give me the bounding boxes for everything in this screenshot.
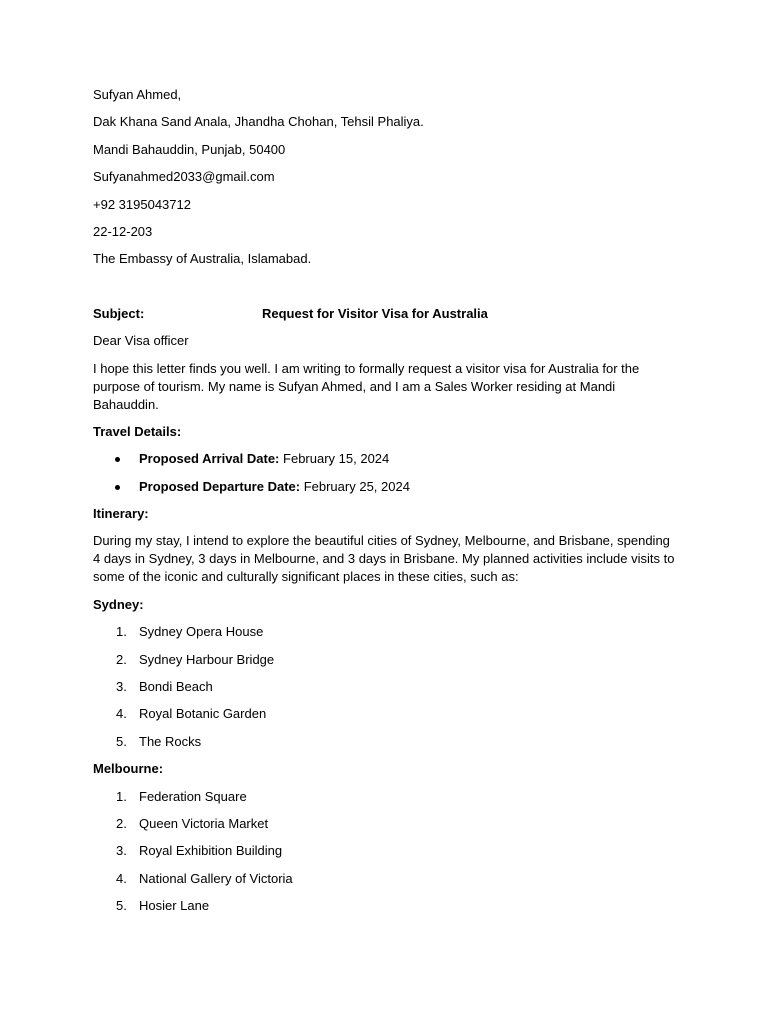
- list-item: [93, 815, 678, 833]
- list-item: [93, 478, 678, 496]
- letter-date: 22-12-203: [93, 223, 153, 239]
- arrival-value: February 15, 2024: [279, 451, 390, 467]
- subject-text: Request for Visitor Visa for Australia: [262, 305, 488, 321]
- melbourne-heading: Melbourne:: [93, 761, 164, 777]
- travel-details-list: [93, 450, 678, 495]
- list-item-text: Sydney Opera House: [139, 624, 264, 640]
- sender-name: Sufyan Ahmed,: [93, 87, 182, 102]
- list-item: [93, 450, 678, 468]
- sender-block: [93, 86, 678, 268]
- salutation: Dear Visa officer: [93, 333, 189, 349]
- list-number: 4.: [116, 706, 127, 722]
- list-item: [93, 788, 678, 806]
- list-number: 2.: [116, 651, 127, 667]
- sender-address-line2: Mandi Bahauddin, Punjab, 50400: [93, 141, 286, 157]
- list-number: 4.: [116, 870, 127, 886]
- bullet-icon: [115, 485, 120, 490]
- arrival-label: Proposed Arrival Date:: [139, 451, 280, 467]
- list-item-text: The Rocks: [139, 733, 202, 749]
- list-item-text: Queen Victoria Market: [139, 815, 269, 831]
- list-item: [93, 733, 678, 751]
- list-item-text: Hosier Lane: [139, 898, 210, 914]
- list-item: [93, 870, 678, 888]
- list-item: [93, 705, 678, 723]
- list-item: [93, 897, 678, 915]
- subject-label: Subject:: [93, 305, 145, 321]
- list-item: [93, 678, 678, 696]
- spacer: [93, 278, 678, 305]
- list-item-text: Bondi Beach: [139, 679, 213, 695]
- melbourne-list: [93, 788, 678, 916]
- list-number: 1.: [116, 624, 127, 640]
- subject-line: [93, 305, 678, 323]
- list-number: 5.: [116, 733, 127, 749]
- sydney-heading: Sydney:: [93, 596, 144, 612]
- sender-phone: +92 3195043712: [93, 196, 191, 212]
- sender-address-line1: Dak Khana Sand Anala, Jhandha Chohan, Tehsil Phaliya.: [93, 114, 424, 130]
- list-item: [93, 651, 678, 669]
- list-number: 3.: [116, 679, 127, 695]
- list-number: 5.: [116, 898, 127, 914]
- itinerary-paragraph: During my stay, I intend to explore the beautiful cities of Sydney, Melbourne, and Brisbane, spending 4 days in Sydney, 3 days in Melbourne, and 3 days in Brisbane. My planned activities include visits to some of the iconic and culturally significant places in these cities, such as:: [93, 533, 675, 585]
- departure-label: Proposed Departure Date:: [139, 478, 301, 494]
- departure-value: February 25, 2024: [300, 478, 410, 494]
- list-item-text: National Gallery of Victoria: [139, 870, 293, 886]
- letter-page: [93, 86, 678, 925]
- itinerary-heading: Itinerary:: [93, 506, 149, 522]
- list-number: 2.: [116, 815, 127, 831]
- list-item-text: Royal Botanic Garden: [139, 706, 267, 722]
- list-item-text: Royal Exhibition Building: [139, 843, 283, 859]
- sydney-list: [93, 623, 678, 751]
- list-number: 3.: [116, 843, 127, 859]
- list-number: 1.: [116, 788, 127, 804]
- bullet-icon: [115, 457, 120, 462]
- list-item-text: Sydney Harbour Bridge: [139, 651, 275, 667]
- sender-email: Sufyanahmed2033@gmail.com: [93, 169, 275, 185]
- list-item: [93, 623, 678, 641]
- list-item: [93, 842, 678, 860]
- recipient: The Embassy of Australia, Islamabad.: [93, 251, 312, 267]
- list-item-text: Federation Square: [139, 788, 247, 804]
- travel-details-heading: Travel Details:: [93, 423, 182, 439]
- intro-paragraph: I hope this letter finds you well. I am writing to formally request a visitor visa for Australia for the purpose of tourism. My name is Sufyan Ahmed, and I am a Sales Worker residing at Mandi Bahauddin.: [93, 360, 640, 412]
